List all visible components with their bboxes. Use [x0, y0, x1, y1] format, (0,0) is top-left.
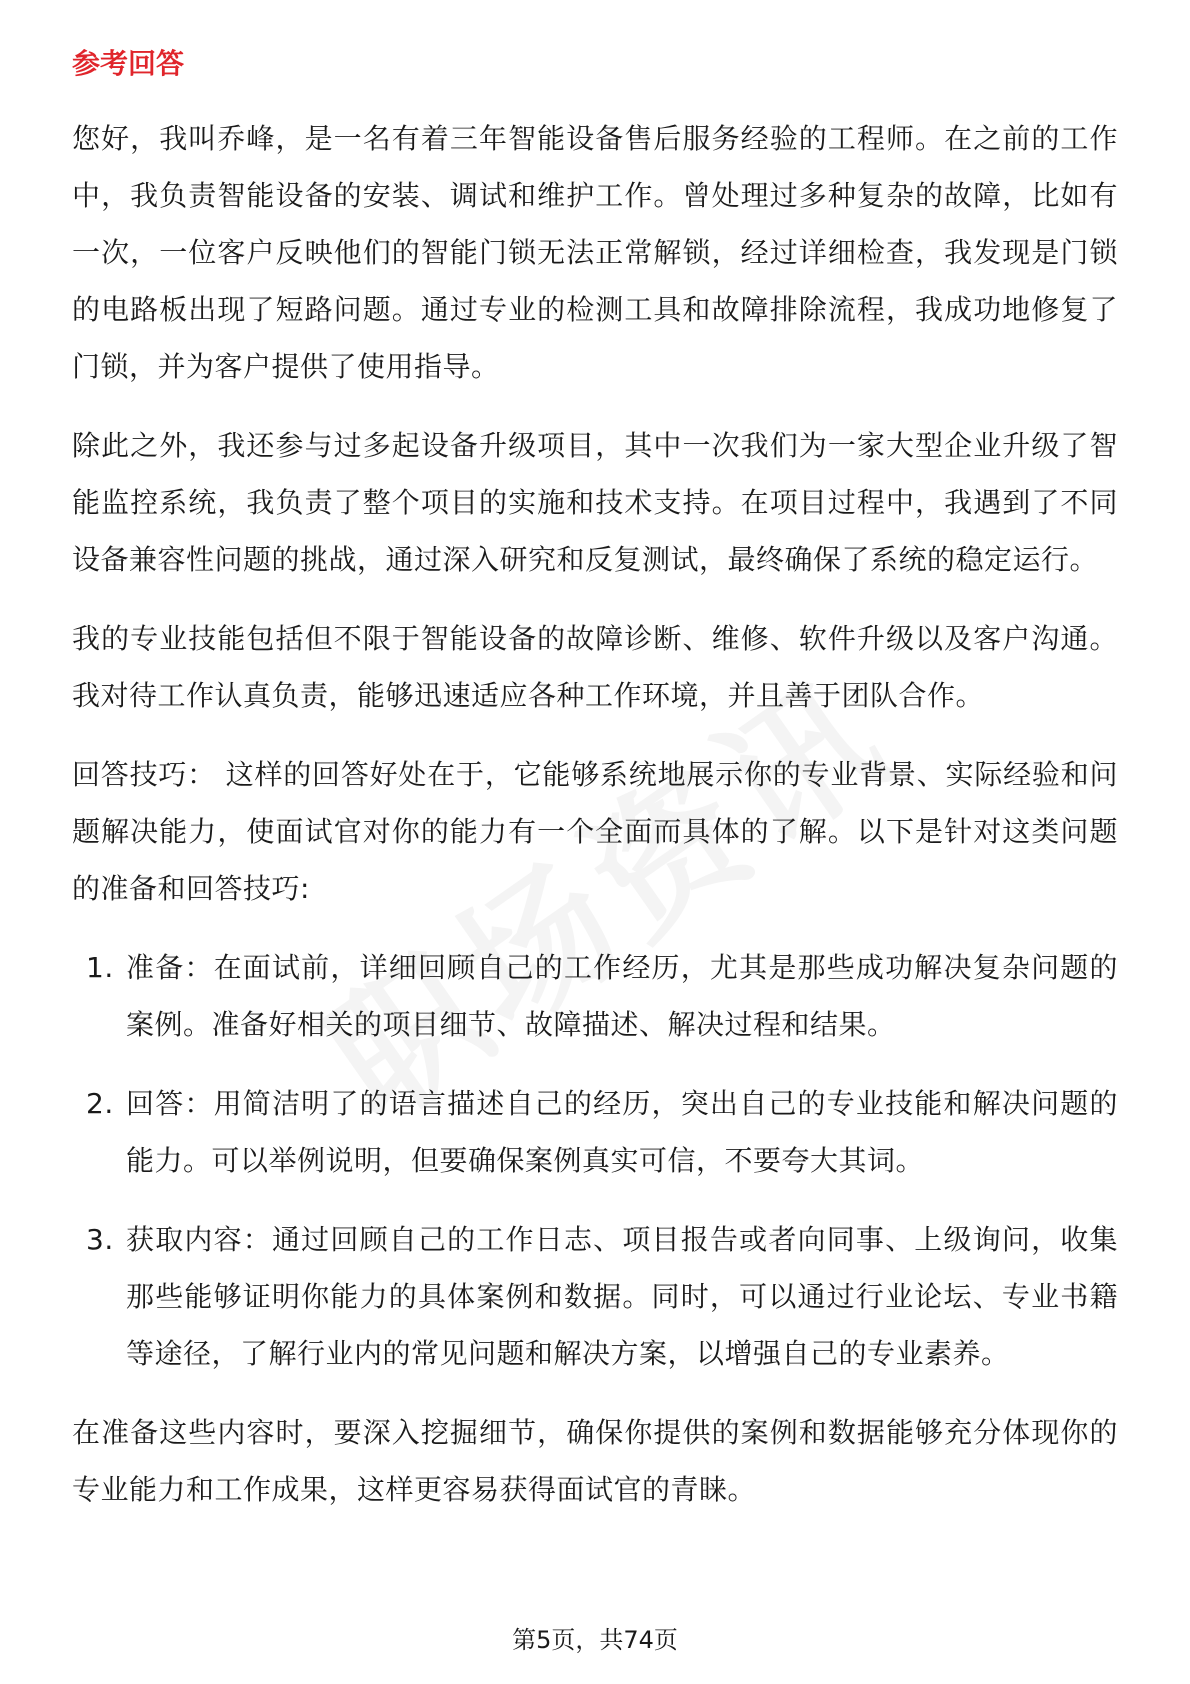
page-number: 第5页，共74页 [512, 1626, 678, 1654]
list-item [72, 1075, 1118, 1189]
paragraph-closing: 在准备这些内容时，要深入挖掘细节，确保你提供的案例和数据能够充分体现你的专业能力和工作成果，这样更容易获得面试官的青睐。 [72, 1416, 1118, 1506]
section-heading: 参考回答 [72, 47, 185, 80]
list-item [72, 1211, 1118, 1382]
tips-list [72, 939, 1118, 1382]
list-item [72, 939, 1118, 1053]
list-number: 1. [86, 951, 114, 984]
document-page [72, 44, 1118, 1540]
list-item-text: 回答：用简洁明了的语言描述自己的经历，突出自己的专业技能和解决问题的能力。可以举例说明，但要确保案例真实可信，不要夸大其词。 [126, 1087, 1118, 1177]
list-item-text: 获取内容：通过回顾自己的工作日志、项目报告或者向同事、上级询问，收集那些能够证明你能力的具体案例和数据。同时，可以通过行业论坛、专业书籍等途径，了解行业内的常见问题和解决方案，以增强自己的专业素养。 [126, 1223, 1118, 1370]
list-number: 3. [86, 1223, 114, 1256]
paragraph-intro: 您好，我叫乔峰，是一名有着三年智能设备售后服务经验的工程师。在之前的工作中，我负责智能设备的安装、调试和维护工作。曾处理过多种复杂的故障，比如有一次，一位客户反映他们的智能门锁无法正常解锁，经过详细检查，我发现是门锁的电路板出现了短路问题。通过专业的检测工具和故障排除流程，我成功地修复了门锁，并为客户提供了使用指导。 [72, 122, 1118, 383]
paragraph-skills: 我的专业技能包括但不限于智能设备的故障诊断、维修、软件升级以及客户沟通。我对待工作认真负责，能够迅速适应各种工作环境，并且善于团队合作。 [72, 622, 1118, 712]
paragraph-projects: 除此之外，我还参与过多起设备升级项目，其中一次我们为一家大型企业升级了智能监控系统，我负责了整个项目的实施和技术支持。在项目过程中，我遇到了不同设备兼容性问题的挑战，通过深入研究和反复测试，最终确保了系统的稳定运行。 [72, 429, 1118, 576]
list-number: 2. [86, 1087, 114, 1120]
paragraph-tips-intro: 回答技巧： 这样的回答好处在于，它能够系统地展示你的专业背景、实际经验和问题解决能力，使面试官对你的能力有一个全面而具体的了解。以下是针对这类问题的准备和回答技巧: [72, 758, 1118, 905]
list-item-text: 准备：在面试前，详细回顾自己的工作经历，尤其是那些成功解决复杂问题的案例。准备好相关的项目细节、故障描述、解决过程和结果。 [126, 951, 1118, 1041]
